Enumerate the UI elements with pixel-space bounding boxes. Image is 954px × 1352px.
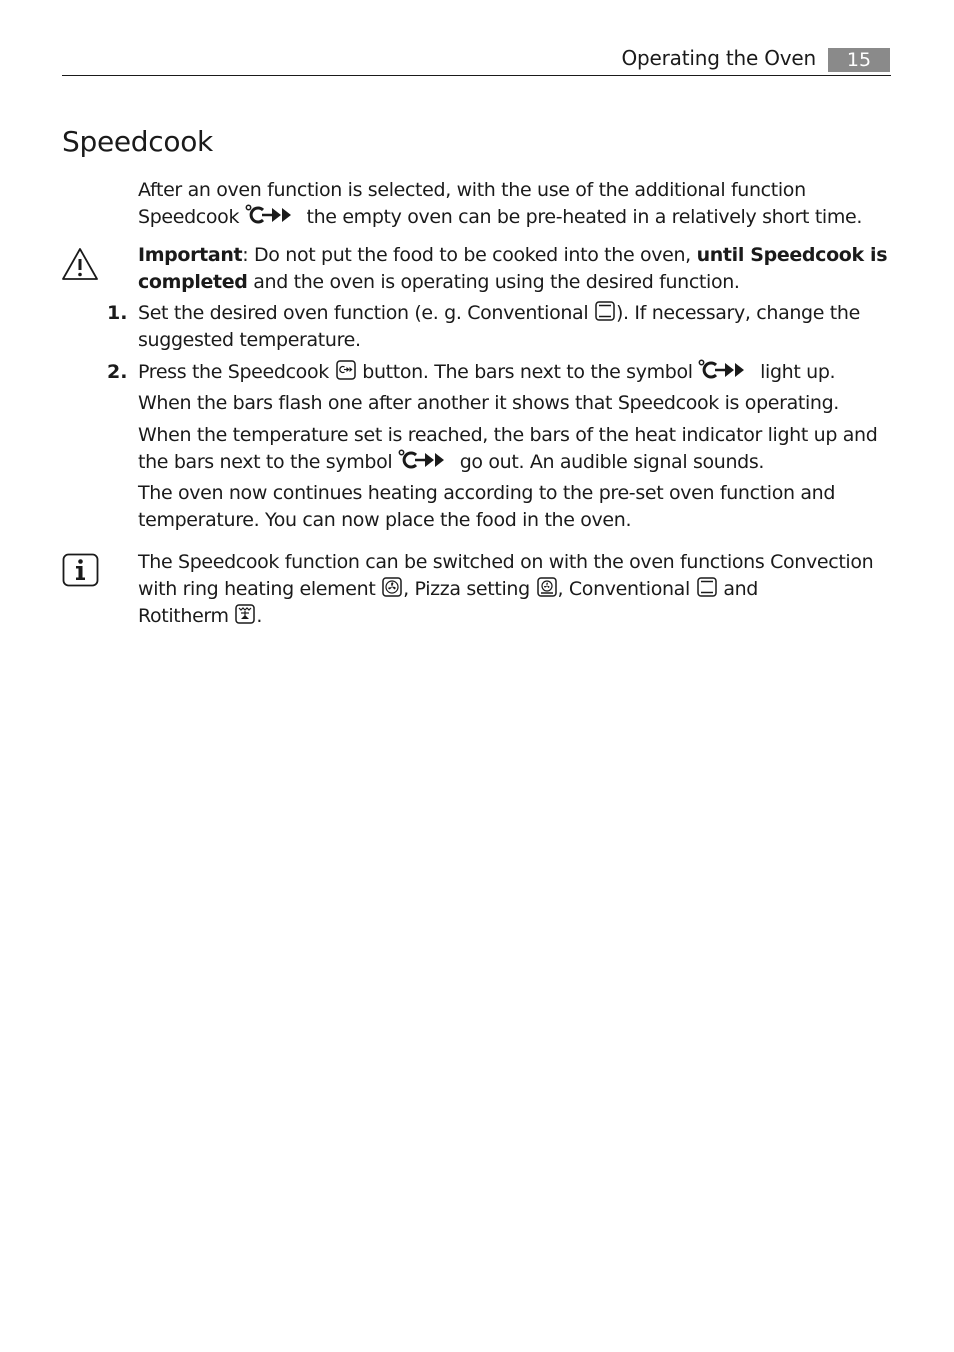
running-header-title: Operating the Oven (621, 46, 816, 70)
speedcook-button-icon (335, 359, 357, 381)
info-text: . (256, 605, 263, 627)
intro-paragraph (138, 177, 898, 231)
info-text: Rotitherm (138, 605, 229, 627)
step-text: When the temperature set is reached, the bars of the heat indicator light up and (138, 424, 878, 446)
step-text: temperature. You can now place the food in the oven. (138, 509, 632, 531)
info-text: and (723, 578, 759, 600)
header-divider (62, 75, 891, 76)
step-number: 1. (107, 302, 128, 324)
info-text: , Pizza setting (403, 578, 530, 600)
intro-text: After an oven function is selected, with the use of the additional function (138, 179, 806, 201)
step-2-text (138, 359, 898, 386)
speedcook-symbol-icon (398, 449, 454, 471)
section-title: Speedcook (62, 125, 213, 158)
pizza-setting-icon (536, 576, 558, 598)
step-2-temperature-note (138, 422, 898, 476)
warning-bold-text: completed (138, 271, 248, 293)
step-2-operating-note: When the bars flash one after another it shows that Speedcook is operating. (138, 392, 839, 414)
intro-text: Speedcook (138, 206, 240, 228)
step-text: suggested temperature. (138, 329, 361, 351)
convection-fan-icon (381, 576, 403, 598)
step-text: the bars next to the symbol (138, 451, 393, 473)
info-paragraph (138, 549, 898, 630)
warning-triangle-icon (61, 247, 99, 281)
info-text: with ring heating element (138, 578, 376, 600)
step-number: 2. (107, 361, 128, 383)
warning-paragraph (138, 242, 898, 296)
info-text: , Conventional (557, 578, 690, 600)
step-text: go out. An audible signal sounds. (459, 451, 765, 473)
step-1-text (138, 300, 898, 354)
step-text: ). If necessary, change the (615, 302, 860, 324)
info-text: The Speedcook function can be switched on with the oven functions Convection (138, 551, 874, 573)
speedcook-symbol-icon (698, 359, 754, 381)
info-icon (62, 553, 99, 587)
warning-bold-text: until Speedcook is (696, 244, 888, 266)
conventional-heating-icon (696, 576, 718, 598)
warning-text: : Do not put the food to be cooked into the oven, (242, 244, 691, 266)
step-text: light up. (760, 361, 836, 383)
step-text: button. The bars next to the symbol (362, 361, 693, 383)
page-number-badge: 15 (828, 48, 890, 72)
step-text: Press the Speedcook (138, 361, 329, 383)
conventional-heating-icon (594, 300, 616, 322)
warning-text: and the oven is operating using the desired function. (253, 271, 740, 293)
step-2-continue-note (138, 480, 898, 534)
step-text: The oven now continues heating according to the pre-set oven function and (138, 482, 836, 504)
warning-bold-label: Important (138, 244, 243, 266)
speedcook-symbol-icon (245, 204, 301, 226)
rotitherm-icon (234, 603, 256, 625)
step-text: Set the desired oven function (e. g. Conventional (138, 302, 589, 324)
intro-text: the empty oven can be pre-heated in a relatively short time. (306, 206, 863, 228)
